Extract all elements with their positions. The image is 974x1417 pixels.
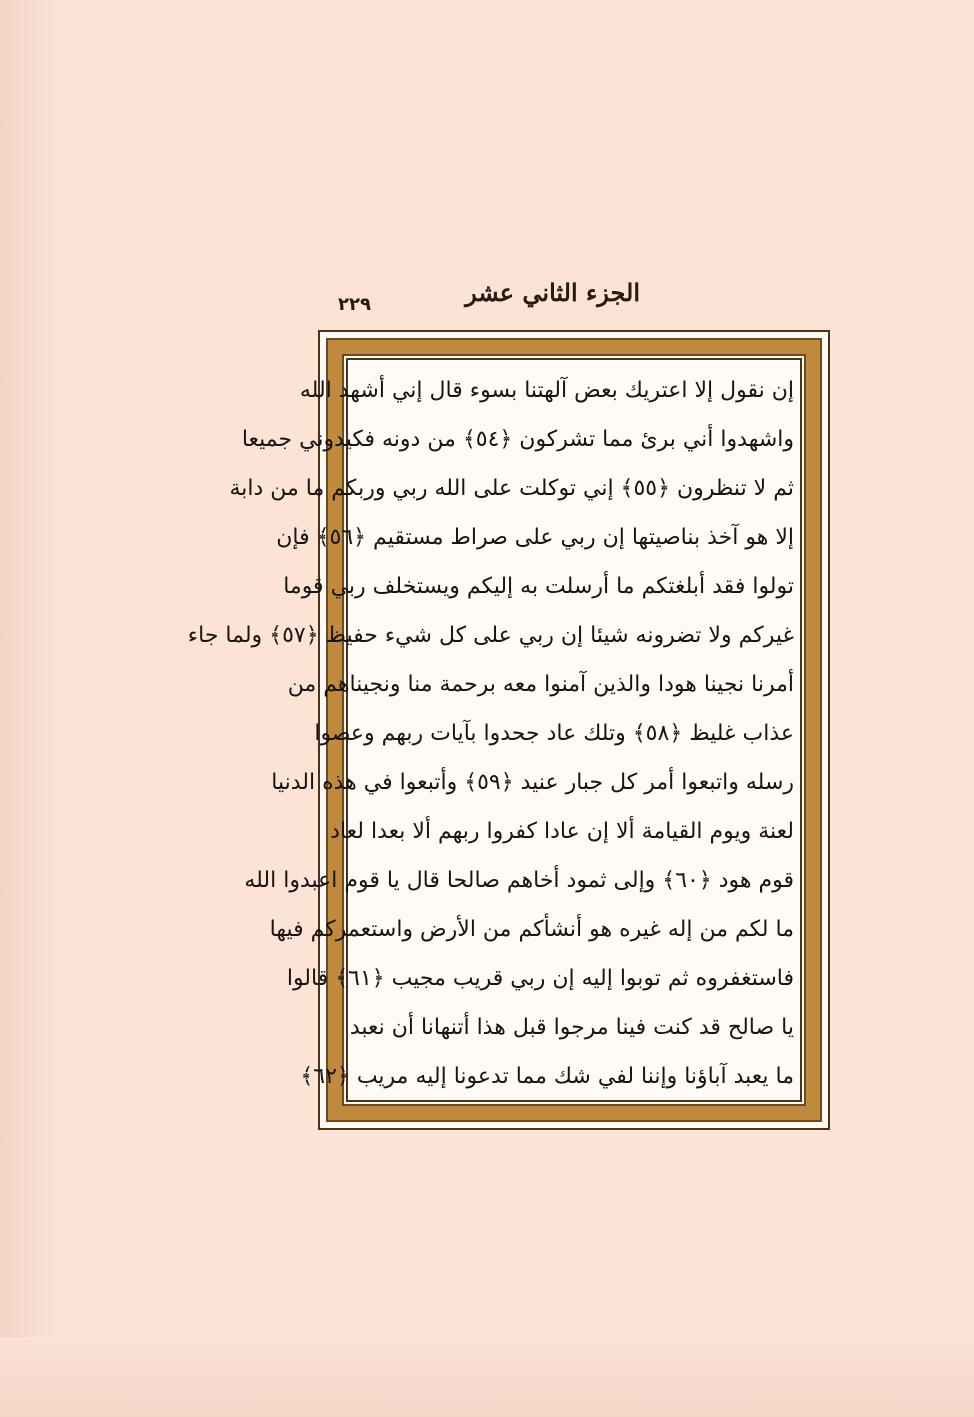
- verse-line-13: فاستغفروه ثم توبوا إليه إن ربي قريب مجيب ﴿٦١﴾ قالوا: [286, 966, 794, 991]
- verse-line-11: قوم هود ﴿٦٠﴾ وإلى ثمود أخاهم صالحا قال يا قوم اعبدوا الله: [244, 868, 794, 893]
- verse-line-12: ما لكم من إله غيره هو أنشأكم من الأرض واستعمركم فيها: [269, 917, 794, 942]
- verse-line-8: عذاب غليظ ﴿٥٨﴾ وتلك عاد جحدوا بآيات ربهم وعصوا: [314, 721, 794, 746]
- page-shadow-left: [0, 0, 60, 1417]
- verse-line-9: رسله واتبعوا أمر كل جبار عنيد ﴿٥٩﴾ وأتبعوا في هذه الدنيا: [271, 770, 794, 795]
- page-header: [318, 278, 830, 322]
- verse-line-6: غيركم ولا تضرونه شيئا إن ربي على كل شيء حفيظ ﴿٥٧﴾ ولما جاء: [187, 623, 794, 648]
- text-frame: [187, 330, 830, 1130]
- juz-title: الجزء الثاني عشر: [465, 278, 640, 307]
- verse-line-1: إن نقول إلا اعتريك بعض آلهتنا بسوء قال إني أشهد الله: [299, 378, 794, 403]
- verse-line-10: لعنة ويوم القيامة ألا إن عادا كفروا ربهم ألا بعدا لعاد: [330, 819, 794, 844]
- verse-line-14: يا صالح قد كنت فينا مرجوا قبل هذا أتنهانا أن نعبد: [349, 1015, 794, 1040]
- verse-line-7: أمرنا نجينا هودا والذين آمنوا معه برحمة منا ونجيناهم من: [287, 672, 794, 697]
- page-shadow-bottom: [0, 1337, 974, 1417]
- verse-line-15: ما يعبد آباؤنا وإننا لفي شك مما تدعونا إليه مريب ﴿٦٢﴾: [300, 1064, 794, 1089]
- verse-line-3: ثم لا تنظرون ﴿٥٥﴾ إني توكلت على الله ربي وربكم ما من دابة: [229, 476, 794, 501]
- verse-text-block: [187, 374, 794, 1094]
- verse-line-2: واشهدوا أني برئ مما تشركون ﴿٥٤﴾ من دونه فكيدوني جميعا: [241, 427, 794, 452]
- verse-line-5: تولوا فقد أبلغتكم ما أرسلت به إليكم ويستخلف ربي قوما: [283, 574, 794, 599]
- verse-line-4: إلا هو آخذ بناصيتها إن ربي على صراط مستقيم ﴿٥٦﴾ فإن: [276, 525, 794, 550]
- page-number: ٢٢٩: [338, 294, 371, 315]
